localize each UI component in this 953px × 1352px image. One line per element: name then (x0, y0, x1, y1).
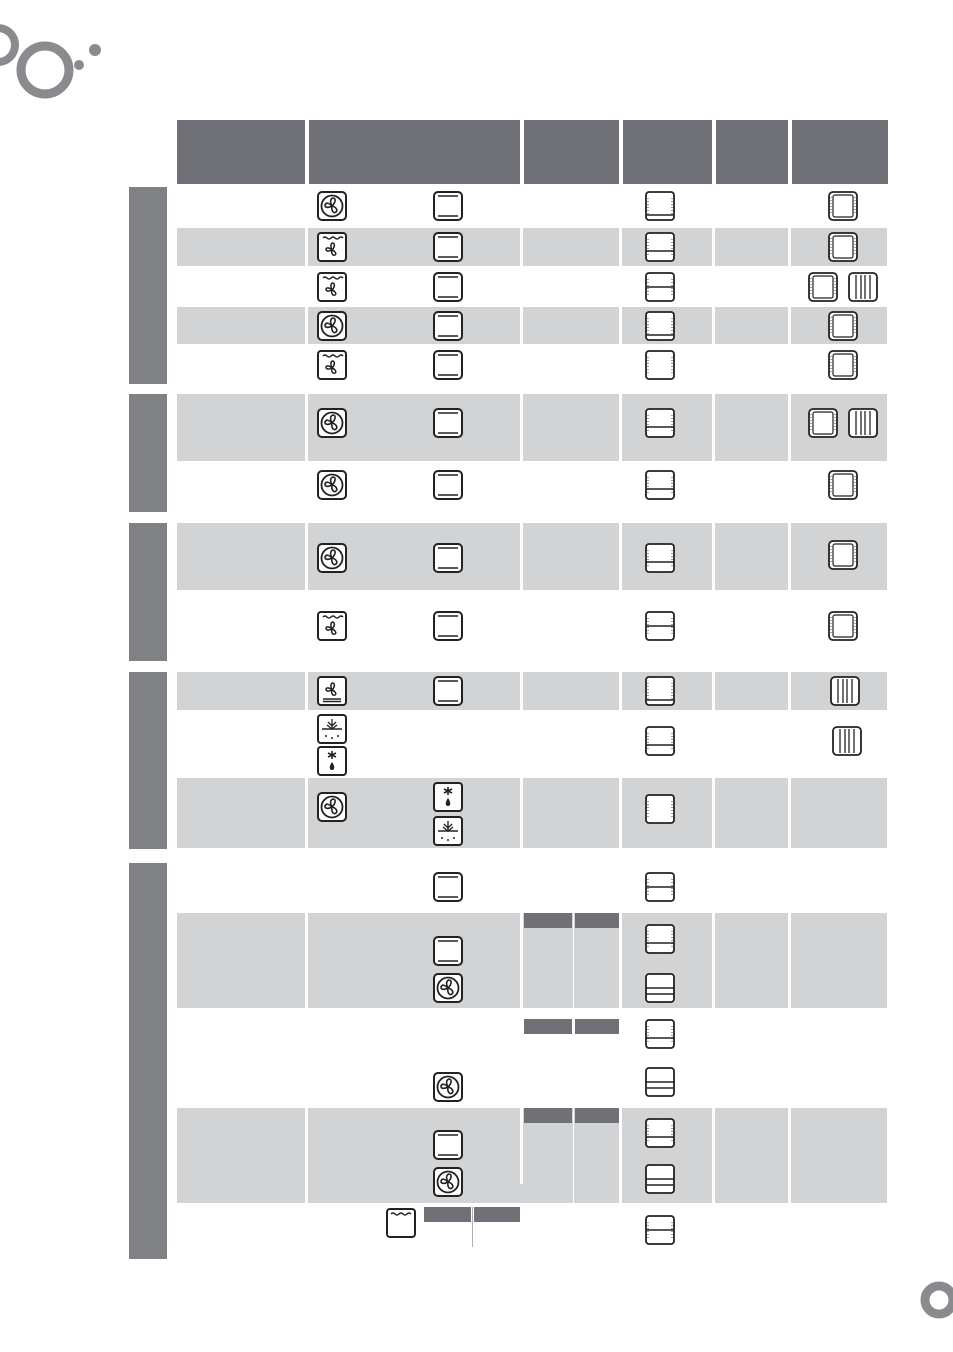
page-corner-decoration (913, 1278, 953, 1322)
